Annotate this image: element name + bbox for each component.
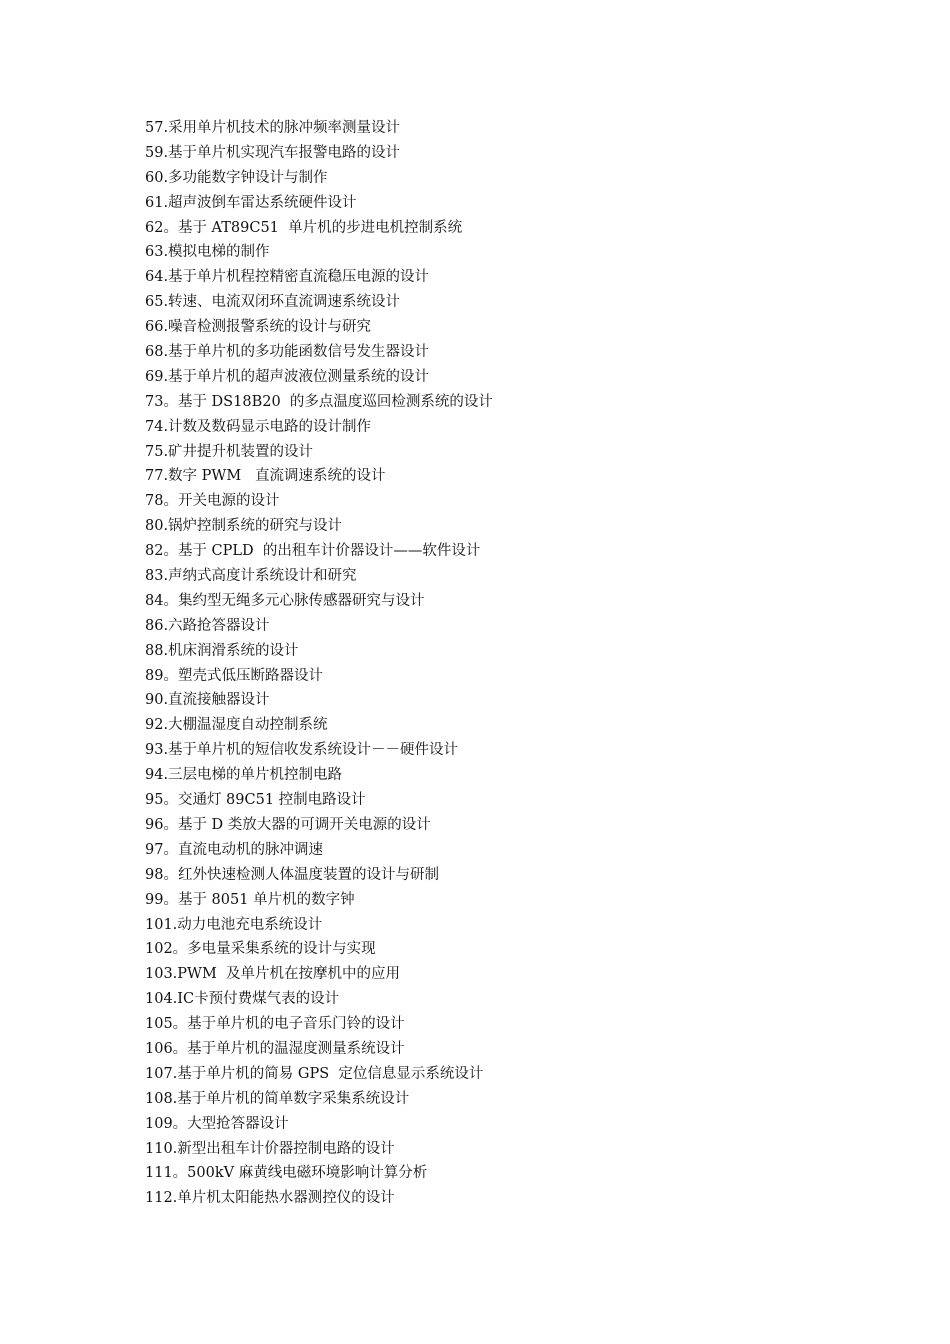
list-item: 84。集约型无绳多元心脉传感器研究与设计 xyxy=(145,592,425,609)
list-item: 102。多电量采集系统的设计与实现 xyxy=(145,941,376,958)
list-item: 89。塑壳式低压断路器设计 xyxy=(145,667,323,684)
list-item: 92.大棚温湿度自动控制系统 xyxy=(145,717,328,734)
list-item: 112.单片机太阳能热水器测控仪的设计 xyxy=(145,1190,395,1207)
list-item: 96。基于 D 类放大器的可调开关电源的设计 xyxy=(145,816,431,833)
list-item: 111。500kV 麻黄线电磁环境影响计算分析 xyxy=(145,1165,428,1182)
list-item: 68.基于单片机的多功能函数信号发生器设计 xyxy=(145,344,430,361)
list-item: 103.PWM 及单片机在按摩机中的应用 xyxy=(145,966,401,983)
list-item: 82。基于 CPLD 的出租车计价器设计——软件设计 xyxy=(145,543,481,560)
list-item: 66.噪音检测报警系统的设计与研究 xyxy=(145,319,372,336)
list-item: 75.矿井提升机装置的设计 xyxy=(145,443,314,460)
list-item: 57.采用单片机技术的脉冲频率测量设计 xyxy=(145,120,401,136)
list-item: 61.超声波倒车雷达系统硬件设计 xyxy=(145,194,357,211)
list-item: 108.基于单片机的简单数字采集系统设计 xyxy=(145,1090,410,1107)
list-item: 88.机床润滑系统的设计 xyxy=(145,642,299,659)
list-item: 98。红外快速检测人体温度装置的设计与研制 xyxy=(145,866,439,883)
list-item: 64.基于单片机程控精密直流稳压电源的设计 xyxy=(145,269,430,286)
list-item: 90.直流接触器设计 xyxy=(145,692,270,709)
list-item: 105。基于单片机的电子音乐门铃的设计 xyxy=(145,1016,405,1033)
list-item: 86.六路抢答器设计 xyxy=(145,617,270,634)
list-item: 94.三层电梯的单片机控制电路 xyxy=(145,767,343,784)
topic-list xyxy=(145,116,493,1211)
list-item: 101.动力电池充电系统设计 xyxy=(145,916,323,933)
list-item: 109。大型抢答器设计 xyxy=(145,1115,289,1132)
list-item: 62。基于 AT89C51 单片机的步进电机控制系统 xyxy=(145,219,463,236)
list-item: 99。基于 8051 单片机的数字钟 xyxy=(145,891,355,908)
list-item: 97。直流电动机的脉冲调速 xyxy=(145,841,323,858)
list-item: 60.多功能数字钟设计与制作 xyxy=(145,169,328,186)
list-item: 78。开关电源的设计 xyxy=(145,493,280,510)
list-item: 77.数字 PWM 直流调速系统的设计 xyxy=(145,468,386,485)
list-item: 59.基于单片机实现汽车报警电路的设计 xyxy=(145,144,401,161)
list-item: 95。交通灯 89C51 控制电路设计 xyxy=(145,792,366,809)
list-item: 104.IC卡预付费煤气表的设计 xyxy=(145,991,340,1008)
list-item: 83.声纳式高度计系统设计和研究 xyxy=(145,568,357,585)
list-item: 80.锅炉控制系统的研究与设计 xyxy=(145,518,343,535)
list-item: 110.新型出租车计价器控制电路的设计 xyxy=(145,1140,395,1157)
list-item: 106。基于单片机的温湿度测量系统设计 xyxy=(145,1040,405,1057)
list-item: 73。基于 DS18B20 的多点温度巡回检测系统的设计 xyxy=(145,393,493,410)
list-item: 107.基于单片机的简易 GPS 定位信息显示系统设计 xyxy=(145,1065,484,1082)
list-item: 74.计数及数码显示电路的设计制作 xyxy=(145,418,372,435)
list-item: 65.转速、电流双闭环直流调速系统设计 xyxy=(145,294,401,311)
list-item: 69.基于单片机的超声波液位测量系统的设计 xyxy=(145,368,430,385)
list-item: 63.模拟电梯的制作 xyxy=(145,244,270,261)
list-item: 93.基于单片机的短信收发系统设计－－硬件设计 xyxy=(145,742,459,759)
